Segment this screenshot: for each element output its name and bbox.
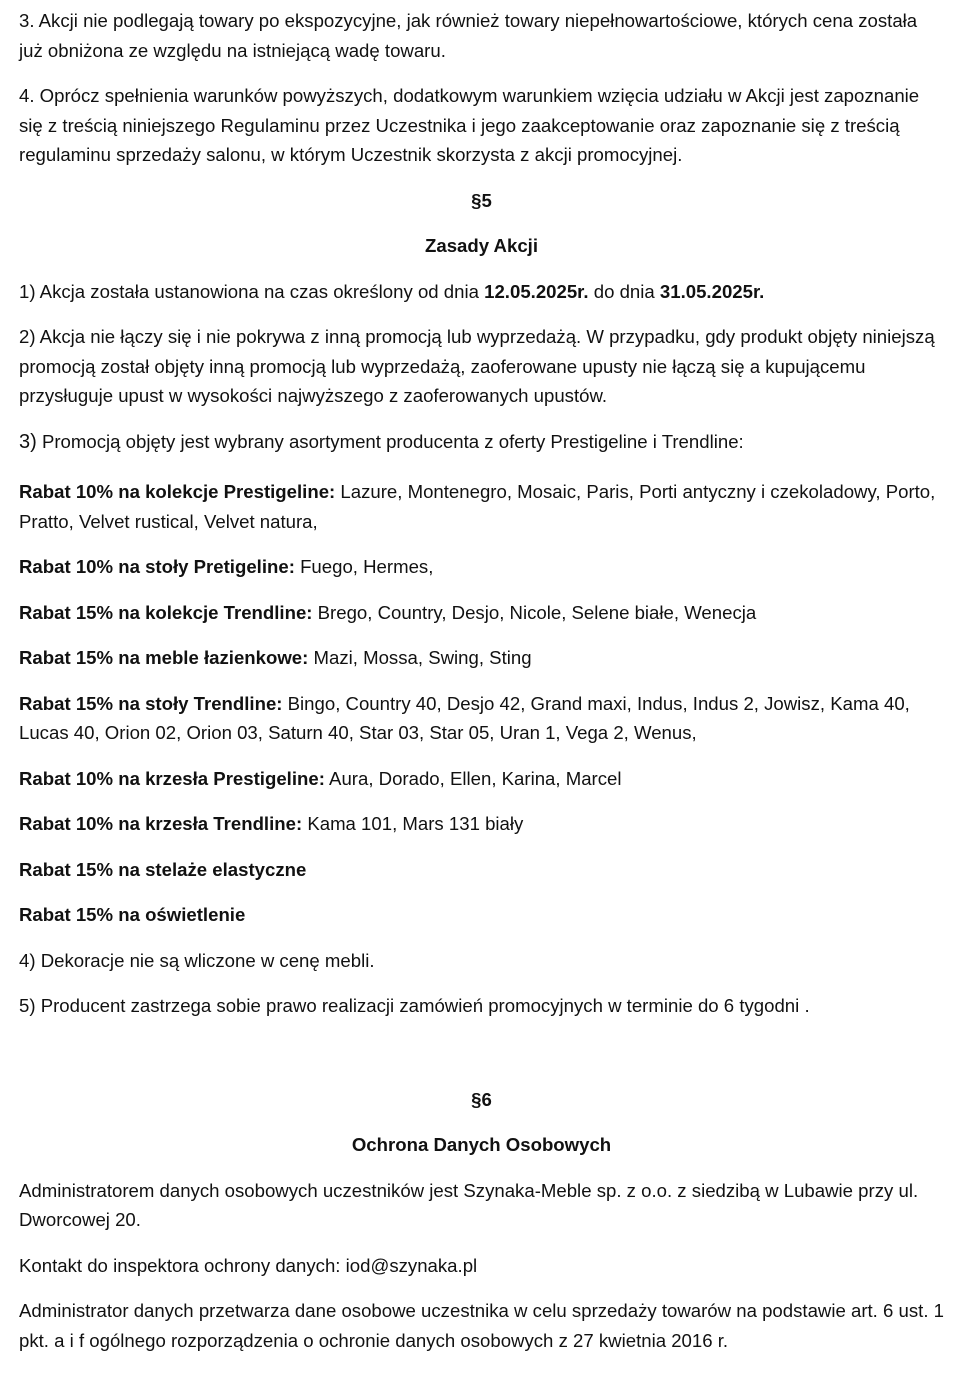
item-1-middle: do dnia <box>588 280 660 302</box>
section-5-item-4: 4) Dekoracje nie są wliczone w cenę mebli. <box>19 949 375 971</box>
discount-label: Rabat 10% na kolekcje Prestigeline: <box>19 481 336 502</box>
discount-products: Lazure, Montenegro, Mosaic, Paris, Porti antyczny i czekoladowy, Porto, Pratto, Velvet rustical, Velvet natura, <box>19 481 936 532</box>
discount-item <box>19 809 944 839</box>
section-5-item-3 <box>19 427 944 458</box>
discount-item <box>19 855 944 885</box>
item-3-text: Promocją objęty jest wybrany asortyment producenta z oferty Prestigeline i Trendline: <box>36 430 744 452</box>
section-5-number: §5 <box>471 189 492 211</box>
discount-label: Rabat 15% na oświetlenie <box>19 904 246 925</box>
paragraph-3: 3. Akcji nie podlegają towary po ekspozycyjne, jak również towary niepełnowartościowe, których cena została już obniżona ze względu na istniejącą wadę towaru. <box>19 10 918 61</box>
discount-label: Rabat 15% na stelaże elastyczne <box>19 858 307 880</box>
section-5-item-5: 5) Producent zastrzega sobie prawo realizacji zamówień promocyjnych w terminie do 6 tygodni . <box>19 995 810 1016</box>
discount-item <box>19 764 944 794</box>
discount-products: Kama 101, Mars 131 biały <box>302 813 524 834</box>
discount-label: Rabat 15% na stoły Trendline: <box>19 692 283 714</box>
discount-label: Rabat 10% na krzesła Prestigeline: <box>19 767 325 789</box>
paragraph-4: 4. Oprócz spełnienia warunków powyższych, dodatkowym warunkiem wzięcia udziału w Akcji jest zapoznanie się z treścią niniejszego Regulaminu przez Uczestnika i jego zaakceptowanie oraz zapoznanie się z treścią regulaminu sprzedaży salonu, w którym Uczestnik skorzysta z akcji promocyjnej. <box>19 85 920 165</box>
discount-item <box>19 552 944 582</box>
discount-products: Fuego, Hermes, <box>294 556 434 577</box>
item-3-number: 3) <box>19 430 37 453</box>
section-6-paragraph-2: Kontakt do inspektora ochrony danych: iod@szynaka.pl <box>19 1254 478 1276</box>
discount-label: Rabat 10% na krzesła Trendline: <box>19 813 303 834</box>
discount-item <box>19 900 944 930</box>
discount-label: Rabat 15% na meble łazienkowe: <box>19 647 309 668</box>
discount-products: Brego, Country, Desjo, Nicole, Selene białe, Wenecja <box>312 601 757 623</box>
section-spacer <box>19 1037 944 1081</box>
discount-label: Rabat 15% na kolekcje Trendline: <box>19 601 313 623</box>
section-6-paragraph-3: Administrator danych przetwarza dane osobowe uczestnika w celu sprzedaży towarów na podstawie art. 6 ust. 1 pkt. a i f ogólnego rozporządzenia o ochronie danych osobowych z 27 kwietnia 2016 r. <box>19 1300 944 1351</box>
discount-item <box>19 643 944 673</box>
discount-item <box>19 477 944 536</box>
discount-products: Aura, Dorado, Ellen, Karina, Marcel <box>324 767 622 789</box>
section-5-item-1 <box>19 277 944 307</box>
section-6-paragraph-1: Administratorem danych osobowych uczestników jest Szynaka-Meble sp. z o.o. z siedzibą w Lubawie przy ul. Dworcowej 20. <box>19 1179 919 1230</box>
discount-item <box>19 689 944 748</box>
date-to: 31.05.2025r. <box>659 280 765 302</box>
section-5-title: Zasady Akcji <box>425 235 538 256</box>
discount-list <box>19 477 944 930</box>
section-6-number: §6 <box>471 1088 492 1110</box>
discount-products: Mazi, Mossa, Swing, Sting <box>308 647 532 668</box>
discount-products: Bingo, Country 40, Desjo 42, Grand maxi, Indus, Indus 2, Jowisz, Kama 40, Lucas 40, Orion 02, Orion 03, Saturn 40, Star 03, Star 05, Uran 1, Vega 2, Wenus, <box>19 692 910 743</box>
section-5-item-2: 2) Akcja nie łączy się i nie pokrywa z inną promocją lub wyprzedażą. W przypadku, gdy produkt objęty niniejszą promocją został objęty inną promocją lub wyprzedażą, zaoferowane upusty nie łączą się a kupującemu przysługuje upust w wysokości najwyższego z zaoferowanych upustów. <box>19 326 935 406</box>
discount-label: Rabat 10% na stoły Pretigeline: <box>19 556 295 577</box>
date-from: 12.05.2025r. <box>484 280 589 302</box>
section-6-title: Ochrona Danych Osobowych <box>351 1134 612 1155</box>
discount-item <box>19 598 944 628</box>
item-1-prefix: 1) Akcja została ustanowiona na czas określony od dnia <box>19 280 485 302</box>
